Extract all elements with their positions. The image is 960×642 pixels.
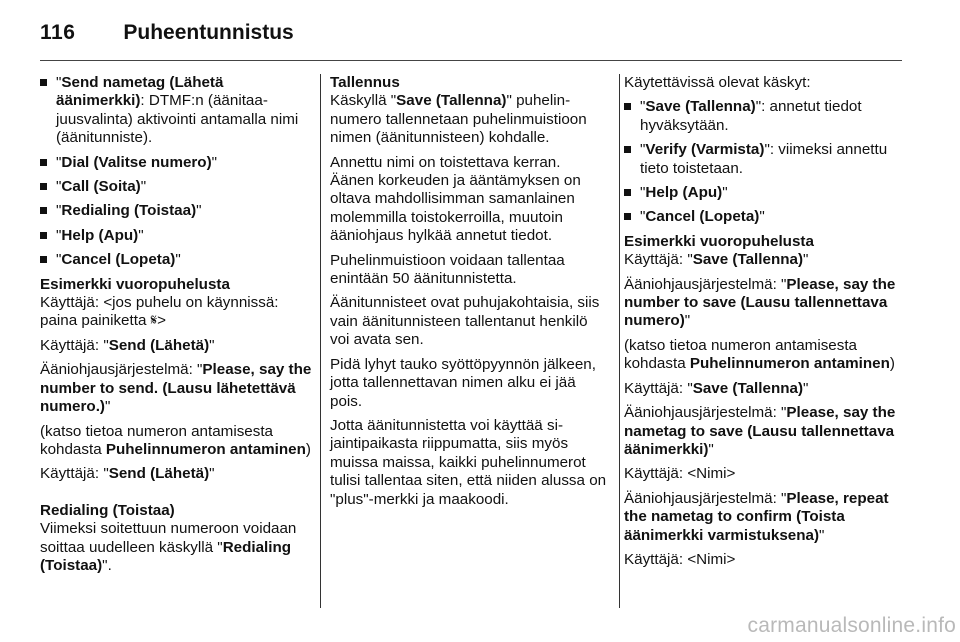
bullet-icon xyxy=(40,232,47,239)
header-divider xyxy=(40,60,902,61)
list-item-text: ": viimeksi annettu tieto toistetaan. xyxy=(640,141,888,177)
bullet-icon xyxy=(40,256,47,263)
watermark: carmanualsonline.info xyxy=(747,614,956,637)
bullet-icon xyxy=(40,183,47,190)
column-divider-1 xyxy=(320,74,321,608)
list-item: "Help (Apu)" xyxy=(40,227,312,245)
paragraph: Käyttäjä: "Send (Lähetä)" xyxy=(40,465,215,483)
section-heading: Esimerkki vuoropuhelusta xyxy=(624,232,814,250)
command-term: Dial (Valitse numero) xyxy=(61,153,212,171)
paragraph: Käyttäjä: "Send (Lähetä)" xyxy=(40,336,215,354)
paragraph: Äänitunnisteet ovat puhujakohtaisia, siis vain äänitunnisteen tallentanut henkilö voi avata sen. xyxy=(330,294,600,349)
list-item: "Help (Apu)" xyxy=(624,184,904,202)
list-item-text: ": annetut tiedot hyväksytään. xyxy=(640,98,862,134)
bullet-icon xyxy=(40,159,47,166)
paragraph: (katso tietoa numeron antamisesta kohdasta Puhelinnumeron antaminen) xyxy=(40,422,311,458)
command-term: Send nametag (Lähetä äänimerkki) xyxy=(56,74,224,110)
column-1 xyxy=(40,74,312,581)
bullet-icon xyxy=(40,207,47,214)
paragraph: Ääniohjausjärjestelmä: "Please, say the number to save (Lausu tallennettava numero)" xyxy=(624,275,896,330)
list-item: "Save (Tallenna)": annetut tiedot hyväksytään. xyxy=(624,98,904,135)
bullet-icon xyxy=(624,103,631,110)
section-heading: Esimerkki vuoropuhelusta xyxy=(40,275,230,293)
section-heading: Redialing (Toistaa) xyxy=(40,501,175,519)
list-item: "Redialing (Toistaa)" xyxy=(40,202,312,220)
paragraph: Käyttäjä: "Save (Tallenna)" xyxy=(624,251,809,269)
paragraph: Ääniohjausjärjestelmä: "Please, say the nametag to save (Lausu tallennettava äänimerkki)" xyxy=(624,404,896,458)
column-2 xyxy=(330,74,608,515)
list-item: "Send nametag (Lähetä äänimerkki): DTMF:n (äänitaajuusvalinta) aktivointi antamalla nimi (äänitunniste). xyxy=(40,74,312,148)
paragraph: Annettu nimi on toistettava kerran. Äänen korkeuden ja ääntämyksen on oltava mahdollisimman samanlainen molemmilla toistokerroilla, muutoin ääniohjaus hylkää annetut tiedot. xyxy=(330,153,581,245)
section-heading: Tallennus xyxy=(330,74,400,91)
paragraph: Käyttäjä: "Save (Tallenna)" xyxy=(624,379,809,397)
list-item-text: : DTMF:n (äänitaajuusvalinta) aktivointi antamalla nimi (äänitunniste). xyxy=(56,92,299,147)
paragraph: Jotta äänitunnistetta voi käyttää sijaintipaikasta riippumatta, siis myös muissa maissa, kaikki puhelinnumerot tulisi tallentaa siten, että niiden alussa on "plus"-merkki ja maakoodi. xyxy=(330,416,607,508)
paragraph: Käyttäjä: <Nimi> xyxy=(624,550,736,568)
list-item: "Dial (Valitse numero)" xyxy=(40,154,312,172)
paragraph: Viimeksi soitettuun numeroon voidaan soittaa uudelleen käskyllä "Redialing (Toistaa)". xyxy=(40,520,297,574)
list-item: "Cancel (Lopeta)" xyxy=(40,251,312,269)
command-term: Verify (Varmista) xyxy=(645,141,765,159)
list-item: "Call (Soita)" xyxy=(40,178,312,196)
command-term: Cancel (Lopeta) xyxy=(645,208,760,226)
bullet-icon xyxy=(40,79,47,86)
list-item: "Cancel (Lopeta)" xyxy=(624,208,904,226)
command-term: Help (Apu) xyxy=(61,226,139,244)
command-term: Save (Tallenna) xyxy=(645,98,756,116)
paragraph: Pidä lyhyt tauko syöttöpyynnön jälkeen, jotta tallennettavan nimen alku ei jää pois. xyxy=(330,355,596,410)
page-number: 116 xyxy=(40,21,76,44)
paragraph: Ääniohjausjärjestelmä: "Please, say the number to send. (Lausu lähetettävä numero.)" xyxy=(40,361,312,416)
bullet-icon xyxy=(624,146,631,153)
paragraph: Käyttäjä: <Nimi> xyxy=(624,465,736,483)
command-term: Help (Apu) xyxy=(645,184,723,202)
list-item: "Verify (Varmista)": viimeksi annettu tieto toistetaan. xyxy=(624,141,904,178)
column-divider-2 xyxy=(619,74,620,608)
paragraph: Käytettävissä olevat käskyt: xyxy=(624,74,811,91)
paragraph: (katso tietoa numeron antamisesta kohdasta Puhelinnumeron antaminen) xyxy=(624,336,895,373)
bullet-icon xyxy=(624,213,631,220)
bullet-icon xyxy=(624,189,631,196)
paragraph: Käyttäjä: <jos puhelu on käynnissä: paina painiketta 𝄋> xyxy=(40,294,279,330)
command-term: Redialing (Toistaa) xyxy=(61,202,197,220)
paragraph: Puhelinmuistioon voidaan tallentaa enintään 50 äänitunnistetta. xyxy=(330,251,565,288)
page-header xyxy=(40,16,294,50)
paragraph: Käskyllä "Save (Tallenna)" puhelinnumero tallennetaan puhelinmuistioon nimen (äänitunnisteen) kohdalle. xyxy=(330,92,587,147)
paragraph: Ääniohjausjärjestelmä: "Please, repeat the nametag to confirm (Toista äänimerkki varmistuksena)" xyxy=(624,489,889,544)
command-term: Cancel (Lopeta) xyxy=(61,251,176,269)
column-3 xyxy=(624,74,904,575)
page-title: Puheentunnistus xyxy=(123,21,294,44)
command-term: Call (Soita) xyxy=(61,178,141,196)
